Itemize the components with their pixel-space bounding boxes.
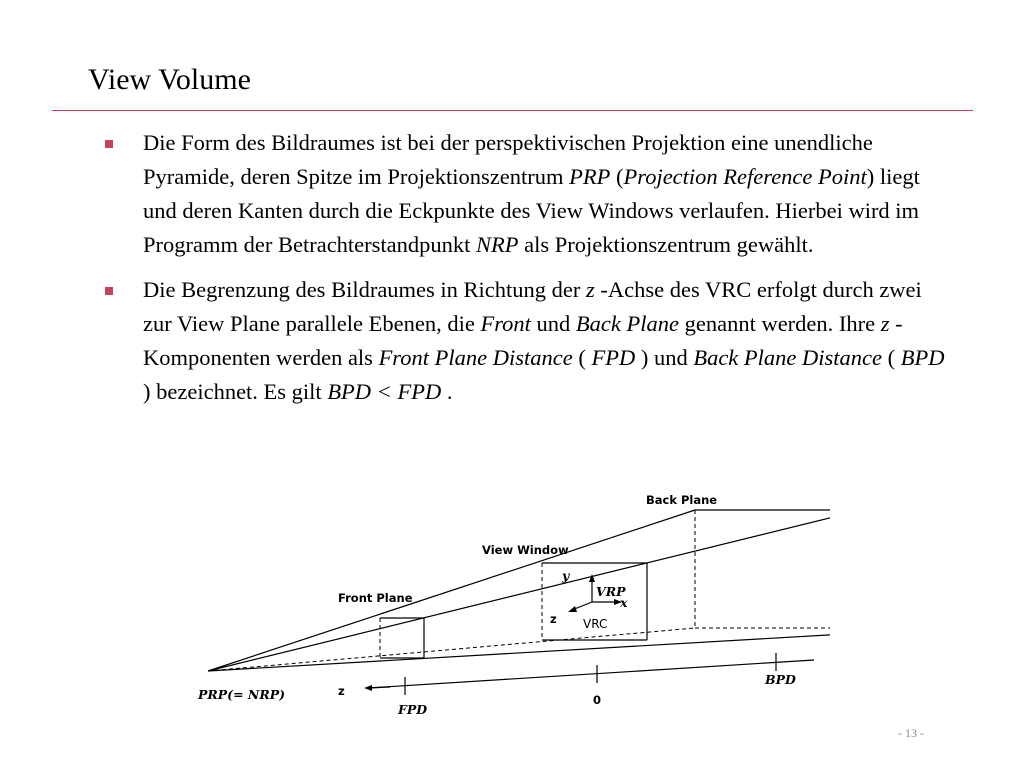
pyramid-hidden-edge xyxy=(208,628,695,671)
bpd-label: BPD xyxy=(765,672,796,687)
vrc-y-label: y xyxy=(562,568,570,583)
prp-label: PRP(= NRP) xyxy=(198,687,286,702)
bullet-item-perspective-pyramid xyxy=(105,126,945,262)
bullet-list xyxy=(105,126,945,420)
z-axis-label: z xyxy=(338,684,345,698)
vrc-z-arrowhead xyxy=(568,606,577,612)
bullet-marker xyxy=(105,287,113,295)
front-plane-label: Front Plane xyxy=(338,591,413,605)
zero-label: 0 xyxy=(593,693,602,707)
z-axis-line xyxy=(368,660,814,688)
vrc-z-label: z xyxy=(550,612,557,626)
page-number: - 13 - xyxy=(898,726,924,740)
bullet-text: Die Begrenzung des Bildraumes in Richtung der z -Achse des VRC erfolgt durch zwei zur View Plane parallele Ebenen, die Front und Back Plane genannt werden. Ihre z -Komponenten werden als Front Plane Distance ( FPD ) und Back Plane Distance ( BPD ) bezeichnet. Es gilt BPD < FPD . xyxy=(143,277,945,404)
vrc-x-label: x xyxy=(620,595,628,610)
pyramid-edge-far-top xyxy=(208,510,830,671)
title-divider xyxy=(52,110,973,111)
vrc-y-arrowhead xyxy=(589,574,595,582)
vrp-label: VRP xyxy=(596,584,626,599)
vrc-label: VRC xyxy=(583,617,608,631)
slide-title: View Volume xyxy=(88,63,251,96)
bullet-marker xyxy=(105,140,113,148)
bullet-item-clipping-planes xyxy=(105,273,945,409)
view-window-label: View Window xyxy=(482,543,569,557)
bullet-text: Die Form des Bildraumes ist bei der perspektivischen Projektion eine unendliche Pyramide, deren Spitze im Projektionszentrum PRP (Projection Reference Point) liegt und deren Kanten durch die Eckpunkte des View Windows verlaufen. Hierbei wird im Programm der Betrachterstandpunkt NRP als Projektionszentrum gewählt. xyxy=(143,130,920,257)
back-plane-label: Back Plane xyxy=(646,493,718,507)
view-volume-diagram xyxy=(190,488,830,718)
fpd-label: FPD xyxy=(398,702,428,717)
z-axis-arrowhead xyxy=(364,685,372,691)
